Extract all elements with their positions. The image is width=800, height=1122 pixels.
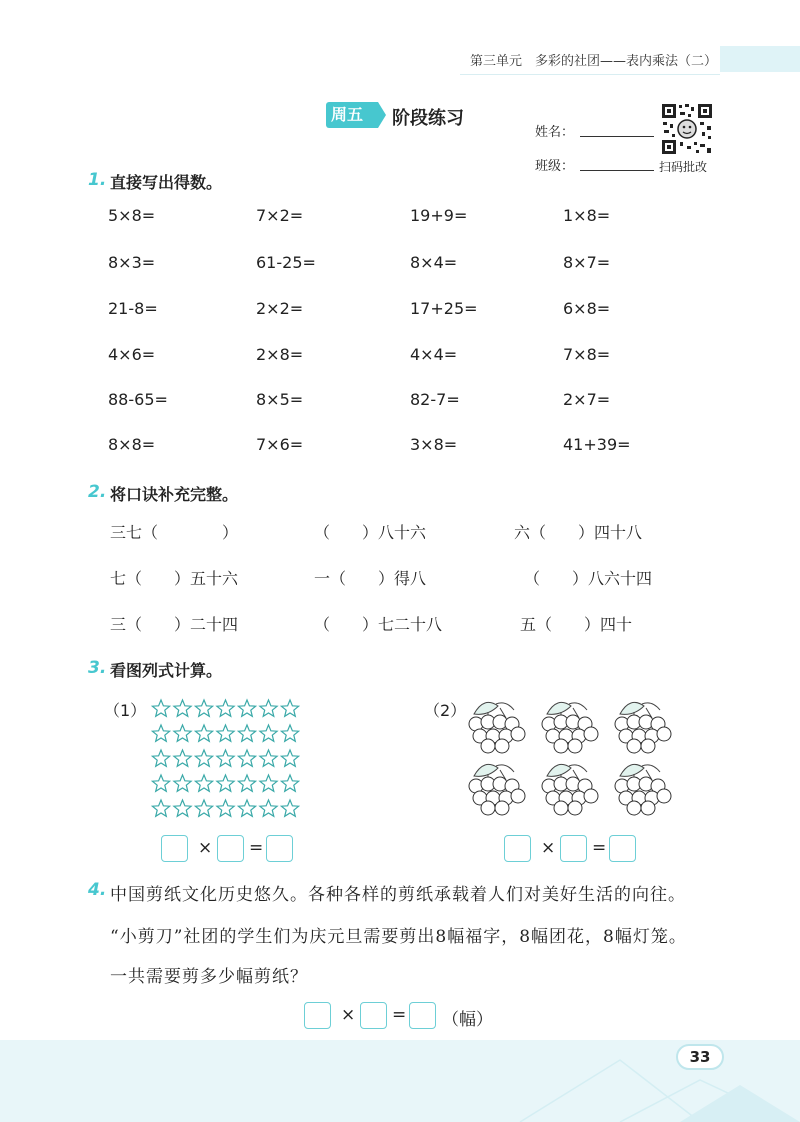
star-icon xyxy=(152,700,169,716)
q1-r6-c4: 41+39= xyxy=(563,435,631,454)
star-icon xyxy=(152,750,169,766)
q3-part1-box-1[interactable] xyxy=(161,835,188,862)
q3-part1-times: × xyxy=(198,838,213,858)
q1-r4-c3: 4×4= xyxy=(410,345,458,364)
q1-r2-c1: 8×3= xyxy=(108,253,156,272)
star-icon xyxy=(238,775,255,791)
star-icon xyxy=(152,725,169,741)
star-icon xyxy=(217,800,234,816)
q2-r1-c1: 三七（ ） xyxy=(110,523,239,542)
q1-r3-c3: 17+25= xyxy=(410,299,478,318)
star-icon xyxy=(281,725,298,741)
grape-bunches xyxy=(466,694,678,816)
star-icon xyxy=(195,700,212,716)
q3-part2-equals: = xyxy=(592,838,607,858)
grape-bunch-icon xyxy=(542,702,598,753)
q1-r4-c2: 2×8= xyxy=(256,345,304,364)
q1-r2-c2: 61-25= xyxy=(256,253,316,272)
q1-title: 直接写出得数。 xyxy=(110,173,223,192)
q1-r1-c1: 5×8= xyxy=(108,206,156,225)
q2-r1-c2: （ ）八十六 xyxy=(314,523,427,542)
star-icon xyxy=(217,750,234,766)
q2-r2-c1: 七（ ）五十六 xyxy=(110,569,239,588)
q1-r4-c4: 7×8= xyxy=(563,345,611,364)
q4-line-3: 一共需要剪多少幅剪纸？ xyxy=(110,967,308,987)
q3-part2-times: × xyxy=(541,838,556,858)
star-icon xyxy=(174,700,191,716)
star-grid xyxy=(150,698,302,822)
star-icon xyxy=(281,800,298,816)
class-label: 班级： xyxy=(535,159,575,174)
q4-box-3[interactable] xyxy=(409,1002,436,1029)
q4-line-1: 中国剪纸文化历史悠久。各种各样的剪纸承载着人们对美好生活的向往。 xyxy=(110,885,686,905)
q1-r6-c1: 8×8= xyxy=(108,435,156,454)
star-icon xyxy=(174,800,191,816)
star-icon xyxy=(260,700,277,716)
q1-r5-c2: 8×5= xyxy=(256,390,304,409)
star-icon xyxy=(195,725,212,741)
star-icon xyxy=(281,750,298,766)
star-icon xyxy=(238,700,255,716)
star-icon xyxy=(281,700,298,716)
q3-part1-equals: = xyxy=(249,838,264,858)
star-icon xyxy=(195,750,212,766)
q3-part2-box-2[interactable] xyxy=(560,835,587,862)
star-icon xyxy=(238,800,255,816)
q3-part2-box-3[interactable] xyxy=(609,835,636,862)
q2-r2-c3: （ ）八六十四 xyxy=(524,569,653,588)
name-label: 姓名： xyxy=(535,125,575,140)
header-band xyxy=(720,46,800,72)
star-icon xyxy=(260,725,277,741)
star-icon xyxy=(217,700,234,716)
q1-number: 1. xyxy=(88,170,107,190)
page-title: 阶段练习 xyxy=(392,108,464,129)
star-icon xyxy=(281,775,298,791)
q1-r6-c3: 3×8= xyxy=(410,435,458,454)
q4-unit: （幅） xyxy=(442,1010,493,1030)
page-number: 33 xyxy=(676,1044,724,1070)
star-icon xyxy=(152,800,169,816)
star-icon xyxy=(260,750,277,766)
grape-bunch-icon xyxy=(542,764,598,815)
q1-r1-c3: 19+9= xyxy=(410,206,468,225)
q2-r3-c3: 五（ ）四十 xyxy=(520,615,633,634)
qr-label: 扫码批改 xyxy=(659,160,708,174)
grape-bunch-icon xyxy=(469,702,525,753)
q3-number: 3. xyxy=(88,658,107,678)
q1-r5-c3: 82-7= xyxy=(410,390,460,409)
unit-header: 第三单元 多彩的社团——表内乘法（二） xyxy=(470,54,718,69)
q3-title: 看图列式计算。 xyxy=(110,661,223,680)
q1-r4-c1: 4×6= xyxy=(108,345,156,364)
q4-equals: = xyxy=(392,1005,407,1025)
q3-part1-label: （1） xyxy=(104,701,147,720)
q4-box-2[interactable] xyxy=(360,1002,387,1029)
class-field[interactable] xyxy=(580,170,654,171)
star-icon xyxy=(217,775,234,791)
q1-r1-c4: 1×8= xyxy=(563,206,611,225)
star-icon xyxy=(238,750,255,766)
q1-r6-c2: 7×6= xyxy=(256,435,304,454)
star-icon xyxy=(195,800,212,816)
star-icon xyxy=(174,750,191,766)
star-icon xyxy=(195,775,212,791)
star-icon xyxy=(260,775,277,791)
grape-bunch-icon xyxy=(469,764,525,815)
grape-bunch-icon xyxy=(615,764,671,815)
q4-number: 4. xyxy=(88,880,107,900)
q1-r3-c4: 6×8= xyxy=(563,299,611,318)
q2-r2-c2: 一（ ）得八 xyxy=(314,569,427,588)
q2-number: 2. xyxy=(88,482,107,502)
q1-r3-c2: 2×2= xyxy=(256,299,304,318)
q2-title: 将口诀补充完整。 xyxy=(110,485,239,504)
q1-r5-c1: 88-65= xyxy=(108,390,168,409)
q1-r3-c1: 21-8= xyxy=(108,299,158,318)
star-icon xyxy=(174,725,191,741)
q4-box-1[interactable] xyxy=(304,1002,331,1029)
q1-r2-c4: 8×7= xyxy=(563,253,611,272)
q3-part2-box-1[interactable] xyxy=(504,835,531,862)
qr-code-icon[interactable] xyxy=(660,102,714,156)
q2-r3-c1: 三（ ）二十四 xyxy=(110,615,239,634)
header-divider xyxy=(460,74,720,75)
star-icon xyxy=(152,775,169,791)
name-field[interactable] xyxy=(580,136,654,137)
q1-r1-c2: 7×2= xyxy=(256,206,304,225)
star-icon xyxy=(174,775,191,791)
q4-times: × xyxy=(341,1005,356,1025)
q1-r2-c3: 8×4= xyxy=(410,253,458,272)
q3-part1-box-3[interactable] xyxy=(266,835,293,862)
star-icon xyxy=(217,725,234,741)
grape-bunch-icon xyxy=(615,702,671,753)
q3-part1-box-2[interactable] xyxy=(217,835,244,862)
q4-line-2: “小剪刀”社团的学生们为庆元旦需要剪出8幅福字，8幅团花，8幅灯笼。 xyxy=(110,927,687,947)
star-icon xyxy=(260,800,277,816)
q1-r5-c4: 2×7= xyxy=(563,390,611,409)
star-icon xyxy=(238,725,255,741)
q3-part2-label: （2） xyxy=(424,701,467,720)
q2-r3-c2: （ ）七二十八 xyxy=(314,615,443,634)
day-badge: 周五 xyxy=(326,102,378,128)
q2-r1-c3: 六（ ）四十八 xyxy=(514,523,643,542)
